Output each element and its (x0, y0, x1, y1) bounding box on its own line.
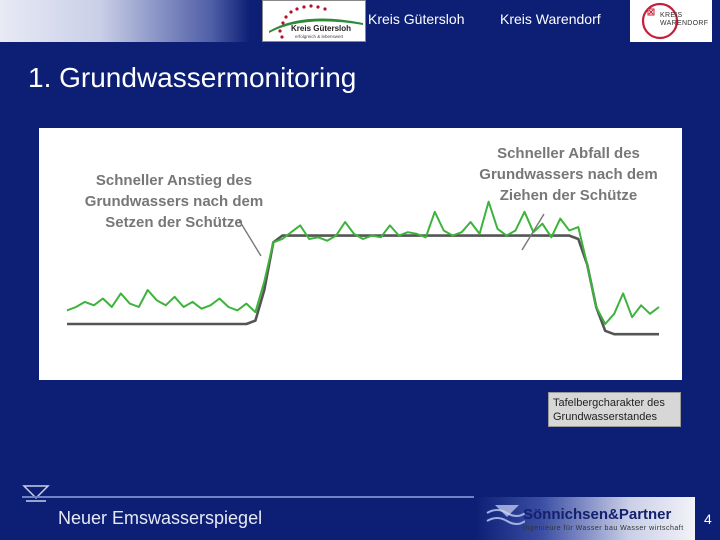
page-number: 4 (704, 511, 712, 527)
header-bar (0, 0, 720, 42)
chart-series-line-0 (67, 236, 659, 335)
soennichsen-partner-logo (475, 497, 695, 540)
groundwater-chart (39, 128, 682, 380)
footer-project-title: Neuer Emswasserspiegel (58, 508, 263, 528)
guetersloh-logo-name: Kreis Gütersloh (291, 24, 352, 33)
guetersloh-logo-subline: erfolgreich & lebenswert (295, 34, 344, 39)
header-gradient (0, 0, 250, 42)
page-title: 1. Grundwassermonitoring (28, 62, 357, 93)
soennichsen-partner-name: Sönnichsen&Partner (523, 506, 672, 523)
warendorf-logo-line1: KREIS (660, 12, 683, 19)
annotation-right-pointer (522, 214, 544, 250)
annotation-left: Schneller Anstieg des Grundwassers nach dem Setzen der Schütze (84, 172, 264, 231)
annotation-right: Schneller Abfall des Grundwassers nach dem Ziehen der Schütze (479, 145, 658, 204)
tafelberg-note: Tafelbergcharakter des Grundwasserstandes (548, 392, 681, 427)
soennichsen-wave-icon (475, 497, 525, 540)
warendorf-logo-line2: WARENDORF (660, 20, 709, 27)
kreis-guetersloh-logo (262, 0, 366, 42)
soennichsen-partner-tagline: Ingenieure für Wasser bau Wasser wirtschaft (523, 525, 684, 532)
kreis-guetersloh-label: Kreis Gütersloh (368, 11, 465, 27)
footer-divider (22, 496, 474, 498)
kreis-warendorf-logo (630, 0, 712, 42)
kreis-warendorf-label: Kreis Warendorf (500, 11, 601, 27)
